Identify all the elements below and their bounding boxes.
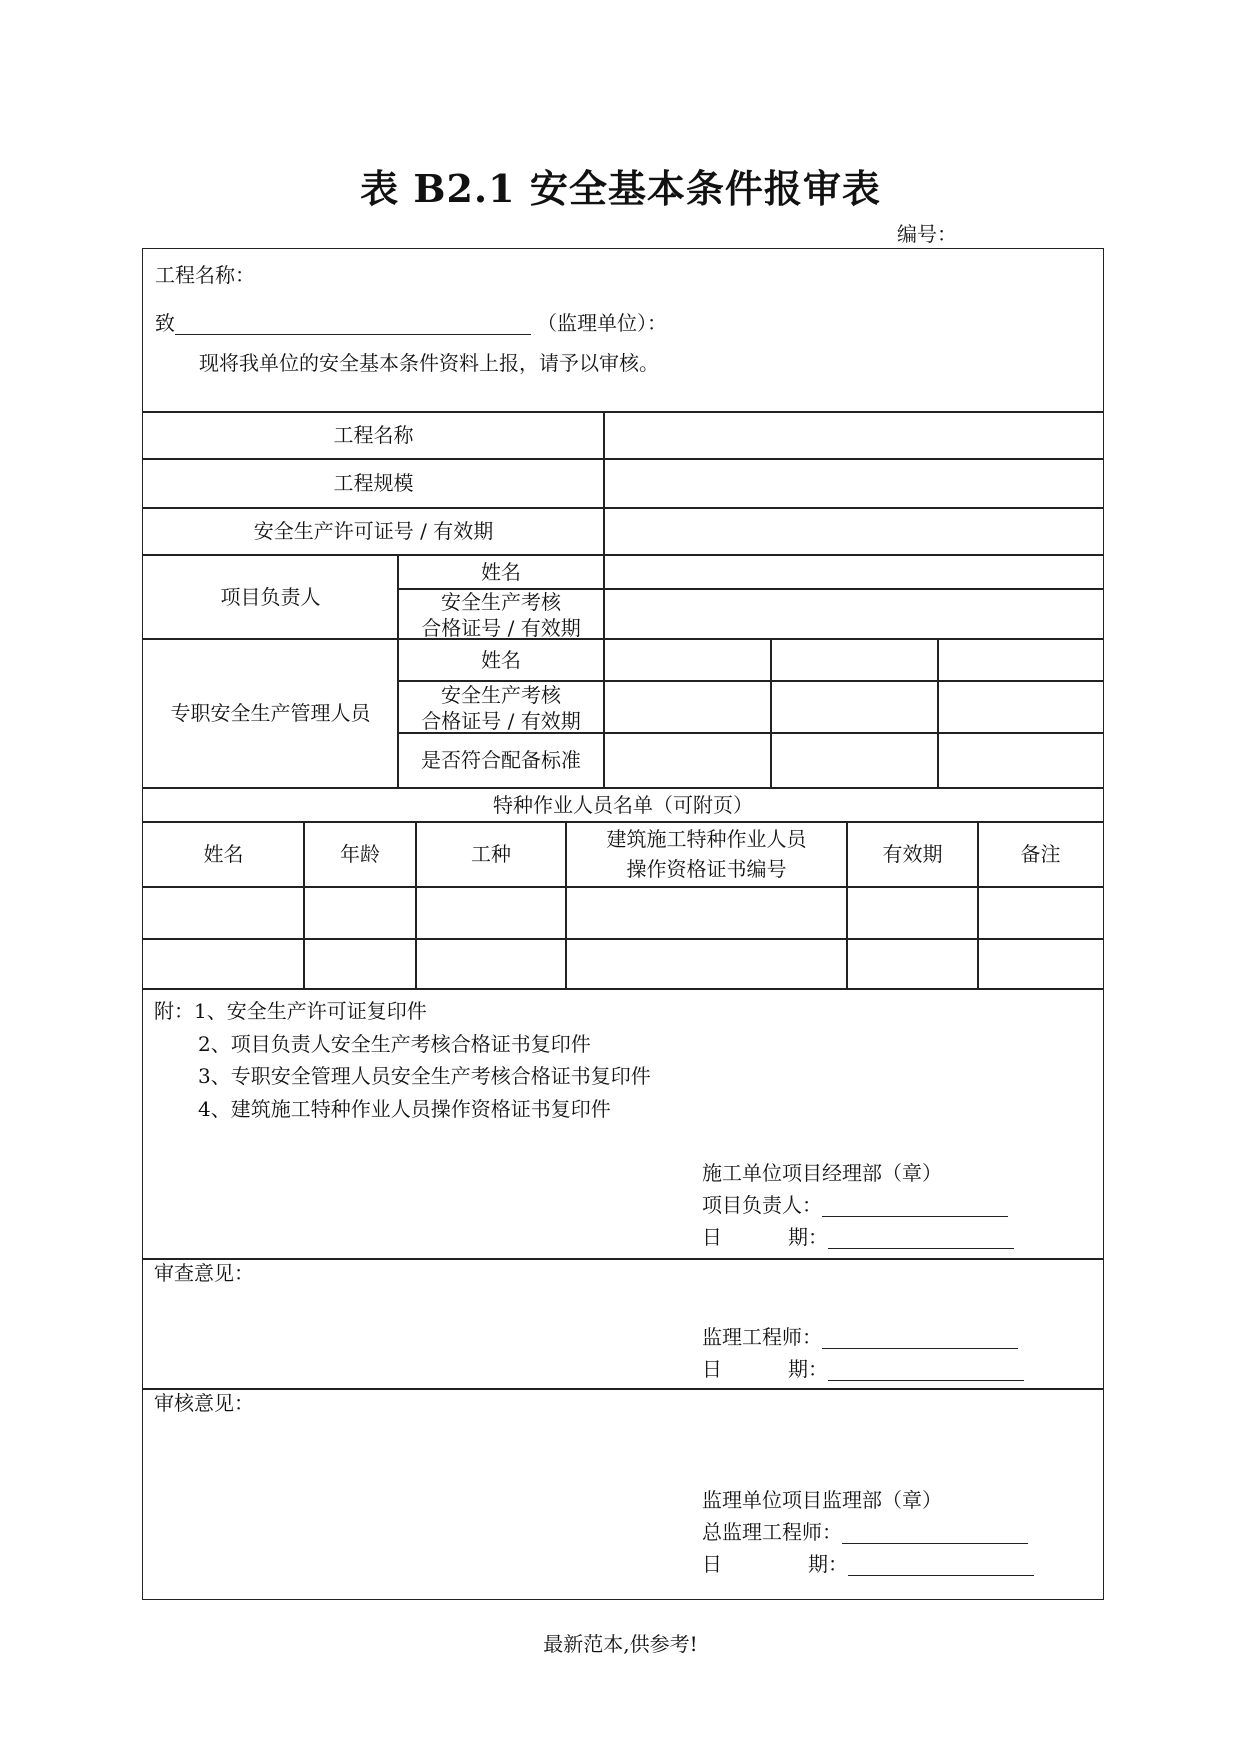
review-engineer-signature-field[interactable] (822, 1328, 1018, 1349)
submission-statement: 现将我单位的安全基本条件资料上报，请予以审核。 (199, 351, 659, 375)
review-date-label-b: 期： (788, 1357, 828, 1381)
sm-cert-value-3[interactable] (937, 680, 1104, 734)
license-label: 安全生产许可证号 / 有效期 (253, 519, 494, 543)
contractor-date-field[interactable] (828, 1228, 1014, 1249)
supervision-dept-stamp: 监理单位项目监理部（章） (702, 1488, 942, 1512)
special-row-2-trade[interactable] (415, 938, 567, 990)
sm-cert-label (397, 682, 605, 734)
col-cert-no-line1: 建筑施工特种作业人员 (606, 827, 807, 851)
sm-cert-label-line1: 安全生产考核 (441, 683, 561, 707)
sm-name-value-1[interactable] (603, 638, 772, 682)
sm-name-value-3[interactable] (937, 638, 1104, 682)
contractor-date-line (702, 1225, 1014, 1249)
special-row-1-age[interactable] (303, 886, 417, 940)
attachment-item-3: 3、专职安全管理人员安全生产考核合格证书复印件 (198, 1064, 651, 1088)
pm-cert-label-line2: 合格证号 / 有效期 (421, 616, 581, 640)
pm-name-value[interactable] (603, 554, 1104, 590)
special-row-2-name[interactable] (142, 938, 305, 990)
special-row-2-cert[interactable] (565, 938, 848, 990)
sm-cert-value-1[interactable] (603, 680, 772, 734)
review-date-label-a: 日 (702, 1357, 722, 1381)
audit-date-line (702, 1552, 1034, 1576)
sm-name-value-2[interactable] (770, 638, 939, 682)
to-line (155, 311, 667, 335)
contractor-pm-line (702, 1193, 1008, 1217)
audit-date-label-b: 期： (808, 1552, 848, 1576)
page-title: 表 B2.1 安全基本条件报审表 (360, 166, 881, 211)
chief-engineer-signature-field[interactable] (842, 1523, 1028, 1544)
attachments-section (142, 988, 1104, 1260)
audit-opinion-label: 审核意见： (154, 1391, 254, 1415)
project-name-value[interactable] (603, 411, 1104, 460)
col-name: 姓名 (203, 842, 244, 866)
contractor-pm-label: 项目负责人： (702, 1193, 822, 1217)
special-row-2-remarks[interactable] (977, 938, 1104, 990)
sm-compliance-value-1[interactable] (603, 732, 772, 789)
col-age: 年龄 (340, 842, 380, 866)
sm-name-label: 姓名 (481, 648, 521, 672)
license-value[interactable] (603, 507, 1104, 556)
col-cert-no (565, 824, 848, 884)
col-trade: 工种 (471, 842, 511, 866)
project-manager-label: 项目负责人 (220, 585, 321, 609)
pm-cert-label-line1: 安全生产考核 (441, 590, 561, 614)
document-number-label: 编号： (897, 222, 957, 246)
audit-date-label-a: 日 (702, 1552, 722, 1576)
pm-name-label: 姓名 (481, 560, 521, 584)
attachment-item-1: 附：1、安全生产许可证复印件 (154, 999, 427, 1023)
safety-manager-label: 专职安全生产管理人员 (170, 701, 371, 725)
project-name-label: 工程名称： (155, 263, 255, 287)
pm-cert-value[interactable] (603, 588, 1104, 640)
col-cert-no-line2: 操作资格证书编号 (626, 857, 787, 881)
review-opinion-label: 审查意见： (154, 1261, 254, 1285)
sm-compliance-label: 是否符合配备标准 (421, 748, 581, 772)
to-suffix: （监理单位）： (537, 311, 667, 335)
sm-compliance-value-2[interactable] (770, 732, 939, 789)
sm-compliance-value-3[interactable] (937, 732, 1104, 789)
review-date-line (702, 1357, 1024, 1381)
audit-date-field[interactable] (848, 1555, 1034, 1576)
supervision-unit-field[interactable] (175, 314, 531, 335)
review-engineer-label: 监理工程师： (702, 1325, 822, 1349)
to-prefix: 致 (155, 311, 175, 335)
review-date-field[interactable] (828, 1360, 1024, 1381)
contractor-date-label-a: 日 (702, 1225, 722, 1249)
attachment-item-4: 4、建筑施工特种作业人员操作资格证书复印件 (198, 1097, 611, 1121)
pm-cert-label (397, 589, 605, 641)
special-row-1-trade[interactable] (415, 886, 567, 940)
contractor-date-label-b: 期： (788, 1225, 828, 1249)
col-validity: 有效期 (882, 842, 943, 866)
special-workers-heading: 特种作业人员名单（可附页） (493, 793, 753, 817)
project-scale-value[interactable] (603, 458, 1104, 509)
special-row-1-validity[interactable] (846, 886, 979, 940)
col-remarks: 备注 (1020, 842, 1061, 866)
special-row-2-age[interactable] (303, 938, 417, 990)
special-row-1-name[interactable] (142, 886, 305, 940)
project-name-label-cell: 工程名称 (333, 423, 414, 447)
chief-engineer-label: 总监理工程师： (702, 1520, 842, 1544)
sm-cert-label-line2: 合格证号 / 有效期 (421, 709, 581, 733)
footer-note: 最新范本,供参考! (543, 1632, 698, 1656)
special-row-1-remarks[interactable] (977, 886, 1104, 940)
review-engineer-line (702, 1325, 1018, 1349)
contractor-pm-signature-field[interactable] (822, 1196, 1008, 1217)
intro-section (142, 248, 1104, 413)
special-row-1-cert[interactable] (565, 886, 848, 940)
project-scale-label: 工程规模 (333, 471, 414, 495)
attachment-item-2: 2、项目负责人安全生产考核合格证书复印件 (198, 1032, 591, 1056)
contractor-dept-stamp: 施工单位项目经理部（章） (702, 1161, 942, 1185)
chief-engineer-line (702, 1520, 1028, 1544)
sm-cert-value-2[interactable] (770, 680, 939, 734)
special-row-2-validity[interactable] (846, 938, 979, 990)
